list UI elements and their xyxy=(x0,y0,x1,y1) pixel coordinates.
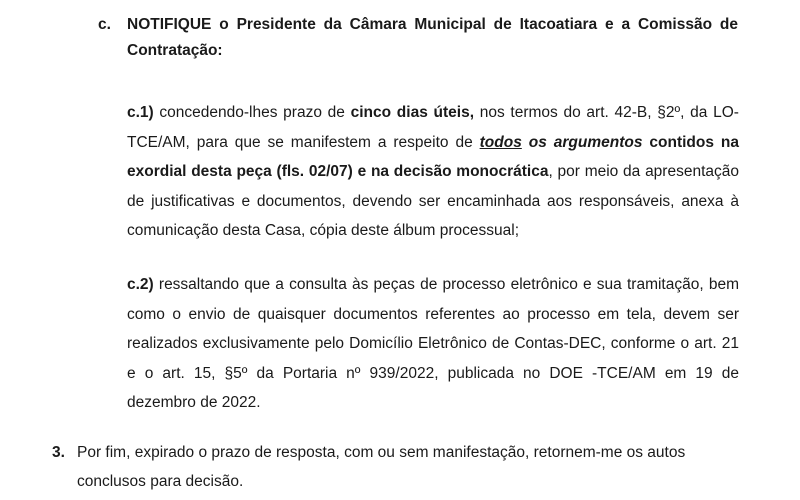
c1-emphasis-argumentos: os argumentos xyxy=(528,133,643,151)
c1-text-3: , por meio da apresentação de justificativas e documentos, devendo ser encaminhada aos responsáveis, anexa à comunicação desta Casa, cópia deste álbum processual; xyxy=(127,163,739,239)
item-c xyxy=(98,12,738,64)
c2-label: c.2) xyxy=(127,276,154,293)
paragraph-c2 xyxy=(127,270,739,418)
c1-emphasis-todos: todos xyxy=(479,133,522,151)
item-c-label: c. xyxy=(98,16,111,33)
item-3-text: Por fim, expirado o prazo de resposta, com ou sem manifestação, retornem-me os autos conclusos para decisão. xyxy=(77,444,686,490)
item-c-text: NOTIFIQUE o Presidente da Câmara Municipal de Itacoatiara e a Comissão de Contratação: xyxy=(127,16,738,59)
c1-text-1: concedendo-lhes prazo de xyxy=(153,104,351,121)
c2-text: ressaltando que a consulta às peças de processo eletrônico e sua tramitação, bem como o envio de quaisquer documentos referentes ao processo em tela, devem ser realizados exclusivamente pelo Domicílio Eletrônico de Contas-DEC, conforme o art. 21 e o art. 15, §5º da Portaria nº 939/2022, publicada no DOE -TCE/AM em 19 de dezembro de 2022. xyxy=(127,276,739,411)
c1-text-2: nos termos do art. 42-B, §2º, da LO-TCE/AM, para que se manifestem a respeito de xyxy=(127,104,739,151)
item-3-label: 3. xyxy=(52,444,65,461)
paragraph-c1 xyxy=(127,98,739,246)
c1-space xyxy=(522,134,529,151)
c1-bold-text: contidos na exordial desta peça (fls. 02/07) e na decisão monocrática xyxy=(127,133,740,180)
item-3 xyxy=(52,438,740,496)
c1-bold-deadline: cinco dias úteis, xyxy=(350,104,474,121)
c1-label: c.1) xyxy=(127,104,154,121)
